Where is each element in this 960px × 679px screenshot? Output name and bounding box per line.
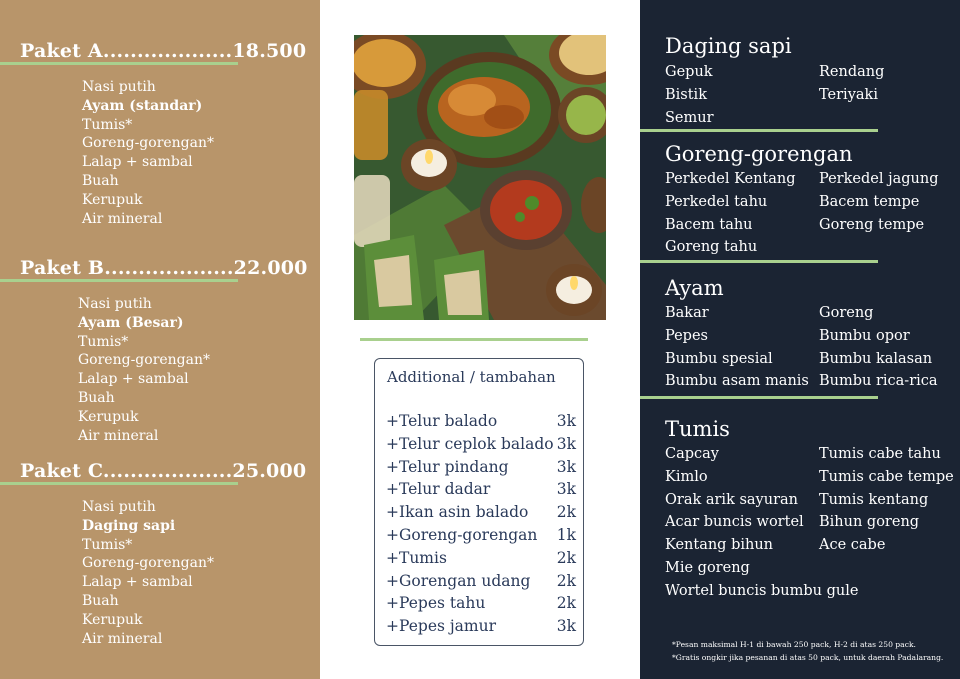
category-items-daging-sapi: [665, 61, 955, 129]
list-item: [386, 503, 576, 526]
menu-item: Perkedel tahu: [665, 193, 768, 210]
menu-item: Perkedel Kentang: [665, 171, 796, 187]
category-divider: [640, 129, 878, 132]
category-items-tumis: [665, 443, 955, 603]
menu-item: Kimlo: [665, 468, 708, 485]
list-item: Buah: [82, 592, 119, 609]
list-item: Tumis*: [78, 333, 129, 350]
menu-item: Perkedel jagung: [819, 171, 939, 187]
menu-item: Bumbu kalasan: [819, 350, 933, 367]
menu-item: Bacem tempe: [819, 193, 920, 210]
menu-item: Gepuk: [665, 64, 713, 80]
list-item: [386, 594, 576, 617]
menu-item: Bacem tahu: [665, 216, 753, 233]
list-item: Goreng-gorengan*: [82, 135, 215, 152]
menu-item: Ace cabe: [819, 537, 886, 554]
list-item: Ayam (standar): [82, 97, 203, 114]
menu-item: Bistik: [665, 86, 707, 103]
paket-b-title: Paket B...................22.000: [20, 257, 308, 279]
item-price: 3k: [556, 457, 576, 476]
list-item: Air mineral: [82, 210, 163, 227]
item-price: 3k: [556, 617, 576, 636]
list-item: [386, 480, 576, 503]
menu-item: Mie goreng: [665, 559, 750, 576]
footnotes: [672, 638, 943, 664]
category-title-goreng-gorengan: Goreng-gorengan: [665, 142, 853, 166]
item-price: 2k: [556, 503, 576, 522]
list-item: [386, 572, 576, 595]
menu-item: Rendang: [819, 64, 885, 80]
category-title-tumis: Tumis: [665, 417, 730, 441]
item-name: +Tumis: [386, 548, 447, 567]
menu-item: Tumis kentang: [819, 491, 929, 508]
menu-item: Capcay: [665, 446, 719, 462]
footnote: *Pesan maksimal H-1 di bawah 250 pack, H-2 di atas 250 pack.: [672, 640, 916, 649]
paket-a-divider: [0, 62, 238, 65]
list-item: [386, 549, 576, 572]
category-title-daging-sapi: Daging sapi: [665, 34, 792, 58]
menu-item: Kentang bihun: [665, 537, 773, 554]
menu-item: Goreng tempe: [819, 216, 925, 233]
menu-item: Bumbu rica-rica: [819, 373, 938, 390]
item-name: +Pepes jamur: [386, 617, 497, 636]
list-item: [386, 458, 576, 481]
menu-item: Bakar: [665, 305, 709, 321]
paket-b-items: [78, 295, 210, 445]
menu-item: Semur: [665, 109, 714, 126]
item-name: +Telur dadar: [386, 480, 491, 499]
menu-item: Goreng tahu: [665, 239, 758, 256]
paket-c-divider: [0, 482, 238, 485]
list-item: Nasi putih: [78, 296, 152, 312]
list-item: Air mineral: [82, 630, 163, 647]
paket-panel: [0, 0, 320, 679]
footnote: *Gratis ongkir jika pesanan di atas 50 pack, untuk daerah Padalarang.: [672, 653, 944, 662]
category-divider: [640, 260, 878, 263]
list-item: Daging sapi: [82, 517, 176, 534]
list-item: Kerupuk: [78, 408, 139, 425]
item-name: +Telur balado: [386, 412, 498, 430]
paket-a-items: [82, 78, 214, 228]
category-items-goreng-gorengan: [665, 168, 955, 259]
item-name: +Goreng-gorengan: [386, 525, 538, 544]
list-item: Lalap + sambal: [82, 574, 193, 591]
list-item: Nasi putih: [82, 79, 156, 95]
category-divider: [640, 396, 878, 399]
menu-item: Bumbu spesial: [665, 350, 773, 367]
menu-item: [819, 557, 955, 580]
menu-item: Acar buncis wortel: [665, 514, 804, 531]
paket-c-title: Paket C...................25.000: [20, 460, 307, 482]
additional-box: [374, 358, 584, 646]
paket-c-items: [82, 498, 214, 648]
menu-item: Tumis cabe tempe: [819, 468, 954, 485]
additional-list: [386, 412, 576, 640]
list-item: Nasi putih: [82, 499, 156, 515]
item-price: 1k: [556, 525, 576, 544]
menu-item: Bumbu asam manis: [665, 373, 809, 390]
item-name: +Pepes tahu: [386, 594, 486, 613]
additional-title: Additional / tambahan: [387, 368, 556, 386]
item-name: +Gorengan udang: [386, 571, 531, 590]
food-platter-photo: [354, 35, 606, 320]
list-item: Buah: [78, 389, 115, 406]
menu-item: Teriyaki: [819, 86, 878, 103]
item-price: 2k: [556, 594, 576, 613]
item-price: 3k: [556, 480, 576, 499]
list-item: Goreng-gorengan*: [82, 555, 215, 572]
list-item: Lalap + sambal: [78, 371, 189, 388]
menu-item: Bumbu opor: [819, 327, 910, 344]
item-name: +Telur pindang: [386, 457, 509, 476]
list-item: Ayam (Besar): [78, 314, 184, 331]
item-price: 2k: [556, 548, 576, 567]
list-item: [386, 526, 576, 549]
item-name: +Telur ceplok balado: [386, 434, 554, 453]
list-item: Kerupuk: [82, 191, 143, 208]
item-price: 2k: [556, 571, 576, 590]
list-item: Goreng-gorengan*: [78, 352, 211, 369]
menu-item: Pepes: [665, 327, 708, 344]
menu-item: Bihun goreng: [819, 514, 920, 531]
menu-item: Goreng: [819, 305, 874, 321]
category-title-ayam: Ayam: [665, 276, 724, 300]
paket-a-title: Paket A...................18.500: [20, 40, 307, 62]
list-item: Kerupuk: [82, 611, 143, 628]
list-item: Tumis*: [82, 116, 133, 133]
menu-item: [819, 580, 955, 603]
list-item: [386, 435, 576, 458]
menu-categories-panel: [640, 0, 960, 679]
menu-item: Wortel buncis bumbu gule: [665, 582, 859, 599]
item-price: 3k: [556, 434, 576, 453]
list-item: Tumis*: [82, 536, 133, 553]
paket-b-divider: [0, 279, 238, 282]
list-item: [386, 617, 576, 640]
menu-item: Tumis cabe tahu: [819, 446, 941, 462]
list-item: [386, 412, 576, 435]
middle-divider: [360, 338, 588, 341]
list-item: Air mineral: [78, 427, 159, 444]
middle-panel: [320, 0, 640, 679]
menu-item: Orak arik sayuran: [665, 491, 798, 508]
category-items-ayam: [665, 302, 955, 393]
item-price: 3k: [556, 412, 576, 430]
list-item: Buah: [82, 172, 119, 189]
list-item: Lalap + sambal: [82, 154, 193, 171]
item-name: +Ikan asin balado: [386, 503, 529, 522]
